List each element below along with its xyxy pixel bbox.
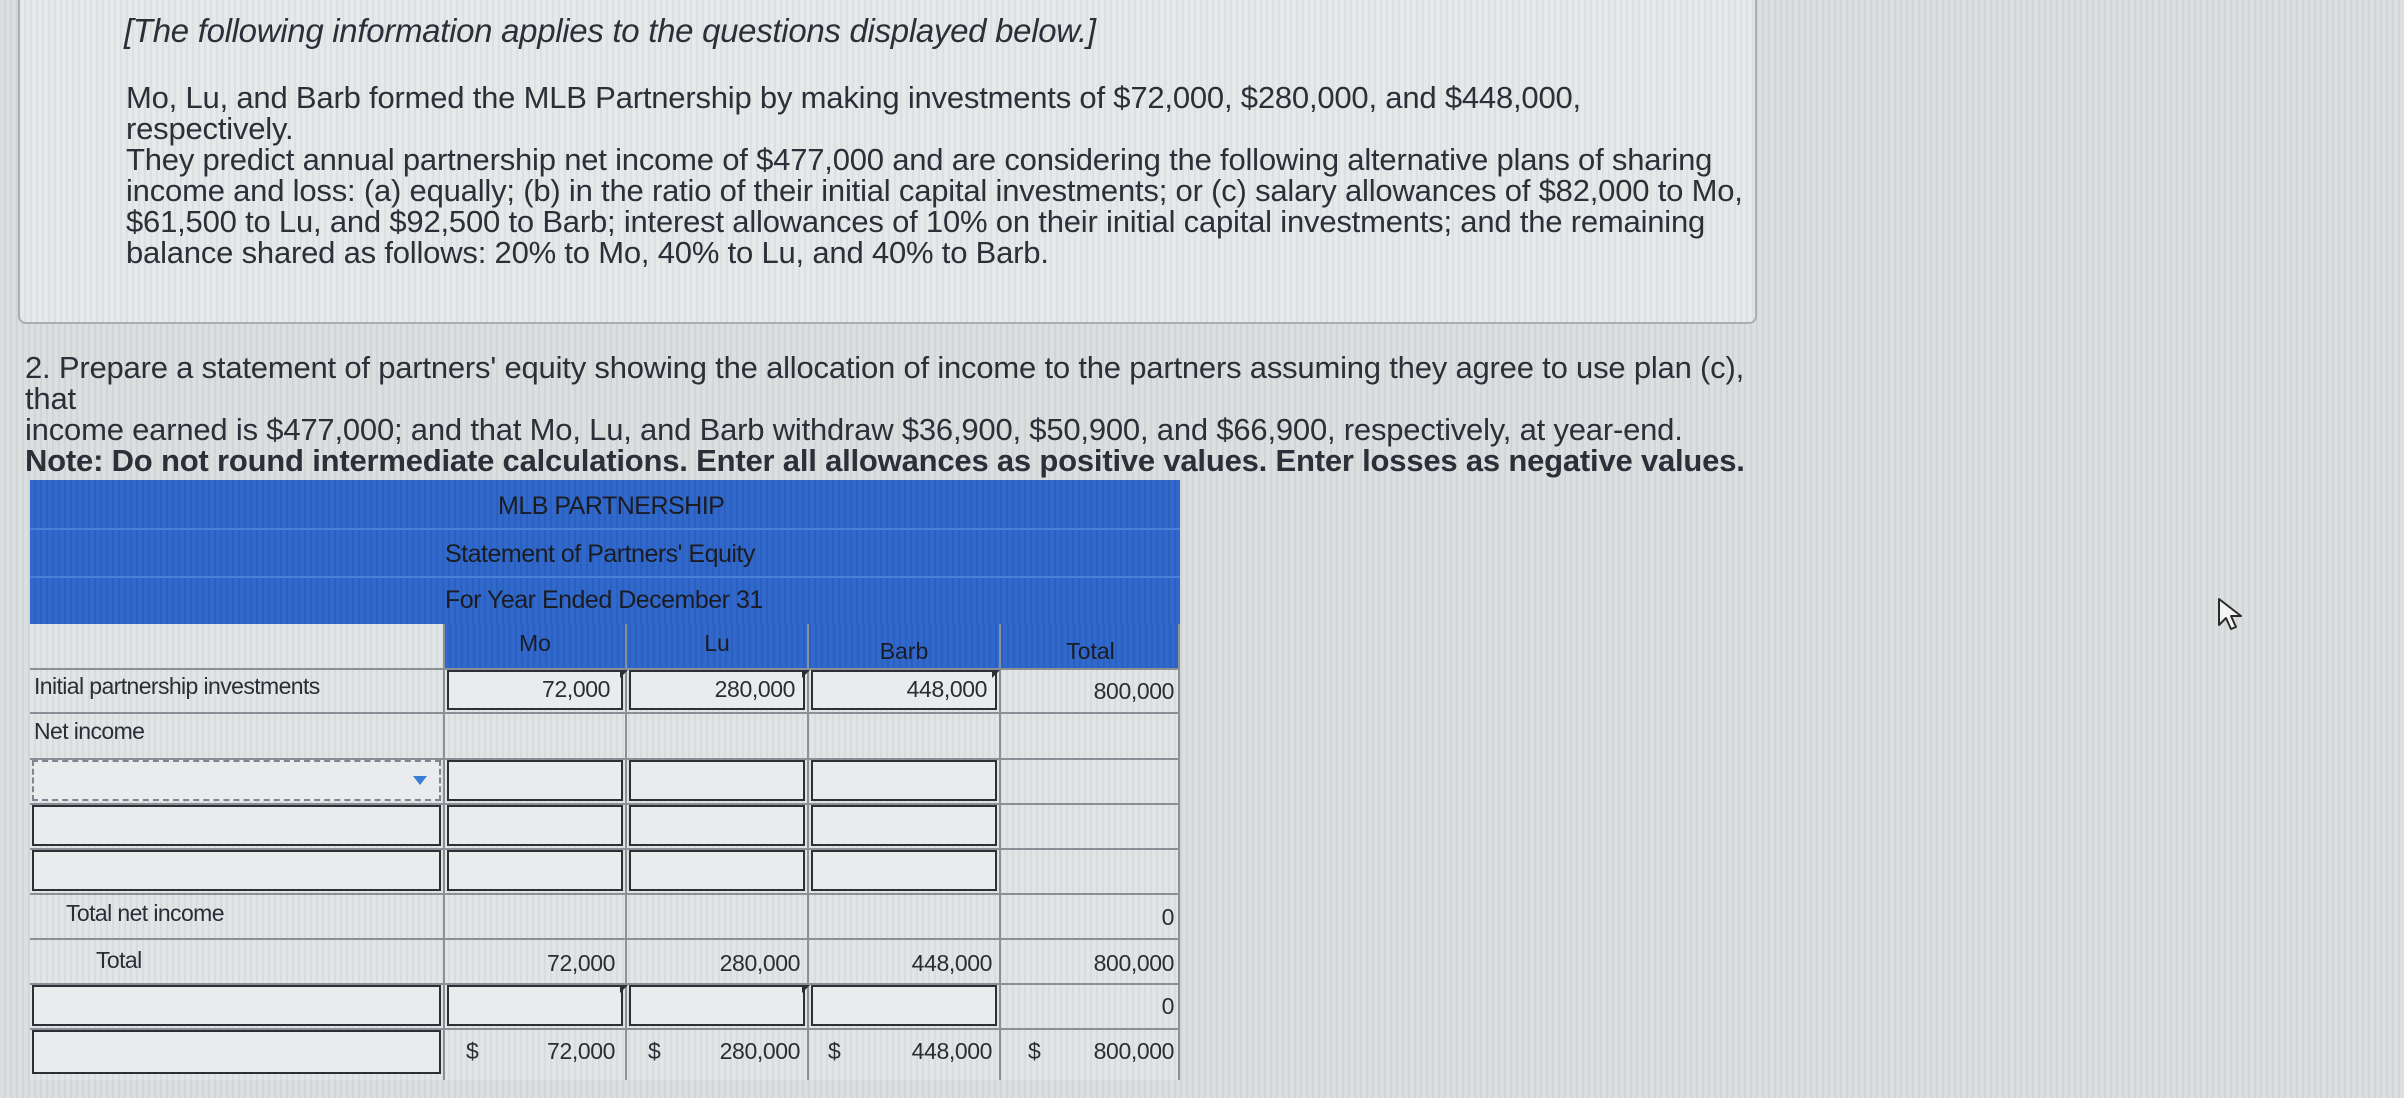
company-name: MLB PARTNERSHIP: [498, 492, 725, 520]
chevron-down-icon: [413, 776, 427, 785]
input-row3-mo[interactable]: [447, 850, 623, 891]
value-initial-mo: 72,000: [542, 676, 610, 702]
info-panel: [18, 0, 1757, 324]
statement-of-partners-equity: [30, 480, 1180, 1080]
input-withdrawal-lu[interactable]: [629, 985, 805, 1026]
row-label-total: Total: [96, 947, 142, 973]
info-line: income and loss: (a) equally; (b) in the ratio of their initial capital investments; or (c) salary allowances of $82,000 to Mo,: [126, 173, 1743, 208]
input-row3-lu[interactable]: [629, 850, 805, 891]
value-total-net-income: 0: [1161, 904, 1174, 930]
input-withdrawal-mo[interactable]: [447, 985, 623, 1026]
currency-barb: $: [828, 1038, 841, 1064]
statement-title: Statement of Partners' Equity: [445, 540, 755, 568]
input-row2-barb[interactable]: [811, 805, 997, 846]
input-withdrawal-barb[interactable]: [811, 985, 997, 1026]
value-final-lu: 280,000: [719, 1038, 800, 1064]
input-row1-mo[interactable]: [447, 760, 623, 801]
allocation-select-1[interactable]: [32, 760, 441, 801]
statement-period: For Year Ended December 31: [445, 586, 763, 614]
currency-mo: $: [466, 1038, 479, 1064]
value-final-total: 800,000: [1093, 1038, 1174, 1064]
value-total-lu: 280,000: [719, 950, 800, 976]
ending-balance-select[interactable]: [32, 1030, 441, 1074]
value-initial-total: 800,000: [1093, 678, 1174, 704]
currency-total: $: [1028, 1038, 1041, 1064]
value-final-barb: 448,000: [911, 1038, 992, 1064]
col-header-total: Total: [1066, 638, 1115, 664]
allocation-select-2[interactable]: [32, 805, 441, 846]
value-initial-lu: 280,000: [714, 676, 795, 702]
row-label-total-net-income: Total net income: [66, 900, 224, 926]
withdrawals-select[interactable]: [32, 985, 441, 1026]
info-line: They predict annual partnership net income of $477,000 and are considering the following alternative plans of sharing: [126, 142, 1713, 177]
question-line: income earned is $477,000; and that Mo, Lu, and Barb withdraw $36,900, $50,900, and $66,900, respectively, at year-end.: [25, 412, 1683, 447]
input-row1-barb[interactable]: [811, 760, 997, 801]
info-line: balance shared as follows: 20% to Mo, 40% to Lu, and 40% to Barb.: [126, 235, 1049, 270]
value-withdrawals-total: 0: [1161, 993, 1174, 1019]
question-note: Note: Do not round intermediate calculations. Enter all allowances as positive values. Enter losses as negative values.: [25, 443, 1745, 478]
input-row1-lu[interactable]: [629, 760, 805, 801]
value-total-barb: 448,000: [911, 950, 992, 976]
question-text: [25, 352, 1745, 476]
col-header-lu: Lu: [704, 630, 730, 656]
row-label-net-income: Net income: [34, 718, 145, 744]
info-text: [126, 82, 1746, 268]
input-row2-mo[interactable]: [447, 805, 623, 846]
value-total-total: 800,000: [1093, 950, 1174, 976]
info-heading: [The following information applies to the questions displayed below.]: [124, 12, 1096, 49]
row-label-initial-investments: Initial partnership investments: [34, 673, 320, 699]
col-header-mo: Mo: [519, 630, 551, 656]
input-row3-barb[interactable]: [811, 850, 997, 891]
mouse-pointer-icon: [2213, 595, 2253, 635]
allocation-select-3[interactable]: [32, 850, 441, 891]
value-final-mo: 72,000: [547, 1038, 615, 1064]
value-initial-barb: 448,000: [906, 676, 987, 702]
value-total-mo: 72,000: [547, 950, 615, 976]
currency-lu: $: [648, 1038, 661, 1064]
col-header-barb: Barb: [879, 638, 929, 664]
question-line: 2. Prepare a statement of partners' equity showing the allocation of income to the partners assuming they agree to use plan (c), that: [25, 350, 1745, 416]
info-line: Mo, Lu, and Barb formed the MLB Partnership by making investments of $72,000, $280,000, and $448,000, respectively.: [126, 80, 1581, 146]
input-row2-lu[interactable]: [629, 805, 805, 846]
info-line: $61,500 to Lu, and $92,500 to Barb; interest allowances of 10% on their initial capital investments; and the remaining: [126, 204, 1706, 239]
